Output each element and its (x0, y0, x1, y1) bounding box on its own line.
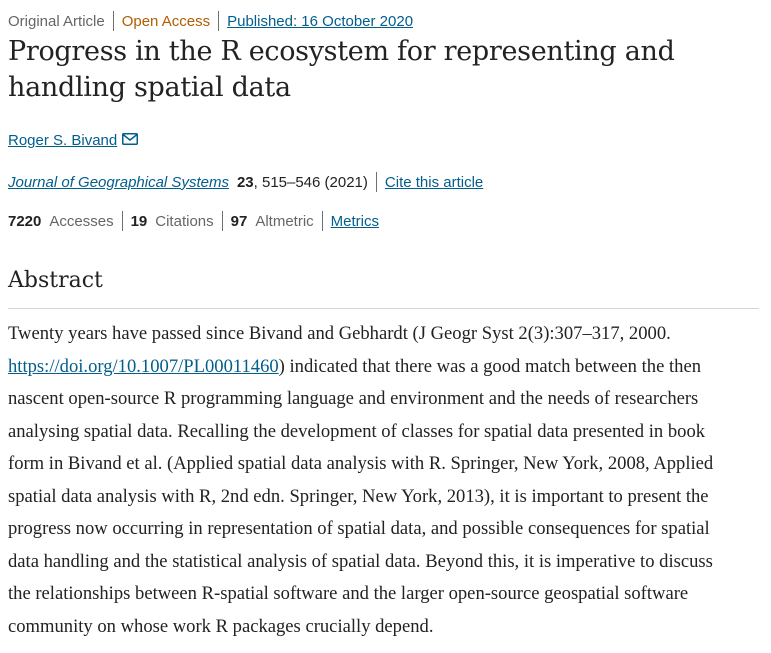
abstract-line (8, 351, 760, 384)
author-list (8, 132, 138, 149)
section-divider (8, 308, 759, 309)
abstract-line: Twenty years have passed since Bivand and Gebhardt (J Geogr Syst 2(3):307–317, 2000. (8, 323, 671, 344)
separator (218, 11, 219, 31)
abstract-line: nascent open-source R programming language and environment and the needs of researchers (8, 388, 699, 409)
journal-link[interactable]: Journal of Geographical Systems (8, 173, 229, 191)
article-metrics (8, 211, 379, 231)
altmetric-count: 97 (230, 212, 248, 230)
abstract-text (8, 318, 760, 643)
abstract-line: progress now occurring in representation of spatial data, and possible consequences for spatial (8, 518, 710, 539)
separator (113, 11, 114, 31)
mail-icon[interactable] (122, 132, 138, 149)
citation-row (8, 172, 483, 192)
article-title-line-1: Progress in the R ecosystem for representing and (8, 36, 675, 67)
metrics-link[interactable]: Metrics (330, 212, 379, 230)
separator (222, 211, 223, 231)
abstract-line: data handling and the statistical analysis of spatial data. Beyond this, it is imperative to discuss (8, 550, 713, 572)
cite-article-link[interactable]: Cite this article (384, 173, 484, 191)
article-title-line-2: handling spatial data (8, 72, 291, 103)
altmetric-label: Altmetric (255, 212, 314, 230)
article-header-meta (8, 11, 413, 31)
abstract-line: spatial data analysis with R, 2nd edn. Springer, New York, 2013), it is important to present the (8, 485, 709, 507)
journal-pages-year: , 515–546 (2021) (253, 173, 368, 191)
accesses-label: Accesses (49, 212, 114, 230)
doi-link[interactable]: https://doi.org/10.1007/PL00011460 (8, 355, 279, 377)
published-date-link[interactable]: Published: 16 October 2020 (227, 12, 414, 30)
open-access-badge: Open Access (121, 12, 211, 30)
abstract-line: form in Bivand et al. (Applied spatial data analysis with R. Springer, New York, 2008, Applied (8, 453, 714, 474)
separator (122, 211, 123, 231)
abstract-line: the relationships between R-spatial software and the larger open-source geospatial software (8, 583, 689, 604)
citations-count: 19 (130, 212, 148, 230)
abstract-line: analysing spatial data. Recalling the development of classes for spatial data presented in book (8, 420, 706, 442)
abstract-line-text: ) indicated that there was a good match between the then (278, 355, 701, 377)
accesses-count: 7220 (8, 212, 42, 230)
separator (322, 211, 323, 231)
citations-label: Citations (155, 212, 214, 230)
author-link[interactable]: Roger S. Bivand (8, 132, 118, 149)
separator (376, 172, 377, 192)
journal-volume: 23 (236, 173, 254, 191)
article-type-label: Original Article (8, 12, 105, 30)
abstract-line: community on whose work R packages crucially depend. (8, 615, 434, 637)
abstract-heading: Abstract (8, 268, 103, 293)
article-title (8, 34, 768, 106)
